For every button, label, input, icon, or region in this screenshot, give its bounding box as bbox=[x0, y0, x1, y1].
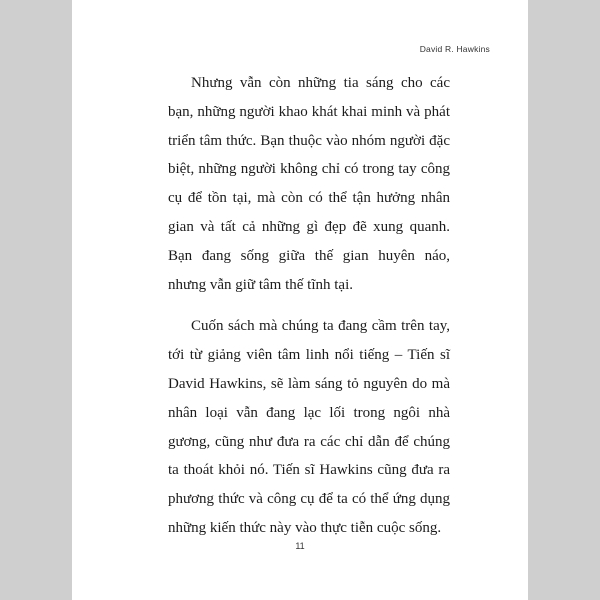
book-page bbox=[72, 0, 528, 600]
paragraph-2: Cuốn sách mà chúng ta đang cầm trên tay, tới từ giảng viên tâm linh nổi tiếng – Tiến sĩ David Hawkins, sẽ làm sáng tỏ nguyên do mà nhân loại vẫn đang lạc lối trong ngôi nhà gương, cũng như đưa ra các chỉ dẫn để chúng ta thoát khỏi nó. Tiến sĩ Hawkins cũng đưa ra phương thức và công cụ để ta có thể ứng dụng những kiến thức này vào thực tiễn cuộc sống. bbox=[168, 318, 450, 536]
running-head-author: David R. Hawkins bbox=[419, 44, 490, 54]
paragraph-1: Nhưng vẫn còn những tia sáng cho các bạn, những người khao khát khai minh và phát triển tâm thức. Bạn thuộc vào nhóm người đặc biệt, những người không chỉ có trong tay công cụ để tồn tại, mà còn có thể tận hưởng nhân gian và tất cả những gì đẹp đẽ xung quanh. Bạn đang sống giữa thế gian huyên náo, nhưng vẫn giữ tâm thế tĩnh tại. bbox=[168, 75, 450, 293]
body-text bbox=[168, 69, 450, 543]
page-number: 11 bbox=[295, 541, 305, 551]
